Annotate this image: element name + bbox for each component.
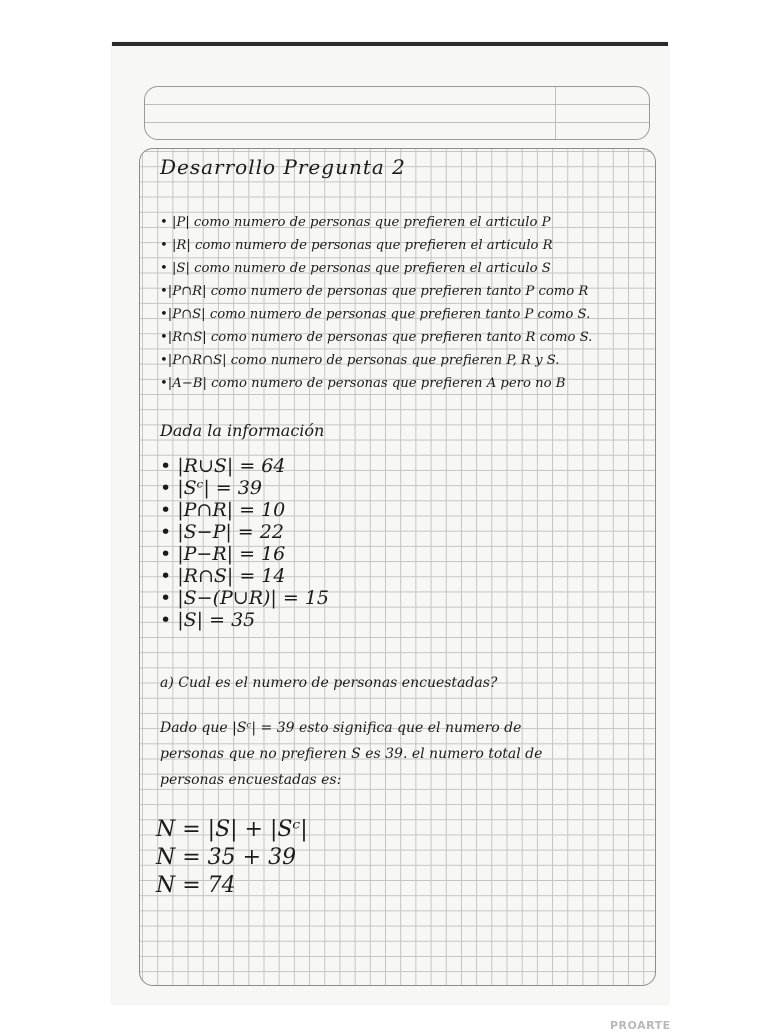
equation-line: N = 35 + 39 <box>156 845 297 870</box>
definitions-list <box>160 211 592 395</box>
grid-area <box>139 148 671 1032</box>
equations <box>156 816 308 900</box>
notebook-page <box>112 42 671 1032</box>
definition-item: •|P∩S| como numero de personas que prefieren tanto P como S. <box>160 307 591 322</box>
given-item: • |Sᶜ| = 39 <box>160 477 262 499</box>
answer-line: Dado que |Sᶜ| = 39 esto significa que el numero de <box>160 720 522 736</box>
definition-item: •|R∩S| como numero de personas que prefieren tanto R como S. <box>160 330 593 345</box>
page-top-edge <box>112 42 668 46</box>
given-item: • |P∩R| = 10 <box>160 499 286 521</box>
brand-logo: PROARTE <box>610 1019 671 1032</box>
definition-item: •|A−B| como numero de personas que prefieren A pero no B <box>160 376 566 391</box>
given-heading: Dada la información <box>160 421 325 440</box>
given-item: • |R∩S| = 14 <box>160 565 286 587</box>
definition-item: • |P| como numero de personas que prefieren el articulo P <box>160 215 551 230</box>
given-item: • |S−P| = 22 <box>160 521 284 543</box>
answer-line: personas encuestadas es: <box>160 772 342 788</box>
header-divider <box>555 87 556 139</box>
header-box <box>144 86 650 140</box>
definition-item: • |R| como numero de personas que prefieren el articulo R <box>160 238 553 253</box>
given-item: • |S−(P∪R)| = 15 <box>160 587 329 609</box>
question-a: a) Cual es el numero de personas encuestadas? <box>160 675 498 691</box>
definition-item: •|P∩R∩S| como numero de personas que prefieren P, R y S. <box>160 353 560 368</box>
answer-line: personas que no prefieren S es 39. el numero total de <box>160 746 543 762</box>
page-title: Desarrollo Pregunta 2 <box>160 155 406 179</box>
answer-paragraph <box>160 715 542 793</box>
given-item: • |R∪S| = 64 <box>160 455 286 477</box>
given-item: • |S| = 35 <box>160 609 256 631</box>
definition-item: • |S| como numero de personas que prefieren el articulo S <box>160 261 551 276</box>
equation-line: N = |S| + |Sᶜ| <box>156 817 308 842</box>
definition-item: •|P∩R| como numero de personas que prefieren tanto P como R <box>160 284 589 299</box>
given-item: • |P−R| = 16 <box>160 543 286 565</box>
equation-line: N = 74 <box>156 873 236 898</box>
given-list <box>160 455 329 631</box>
